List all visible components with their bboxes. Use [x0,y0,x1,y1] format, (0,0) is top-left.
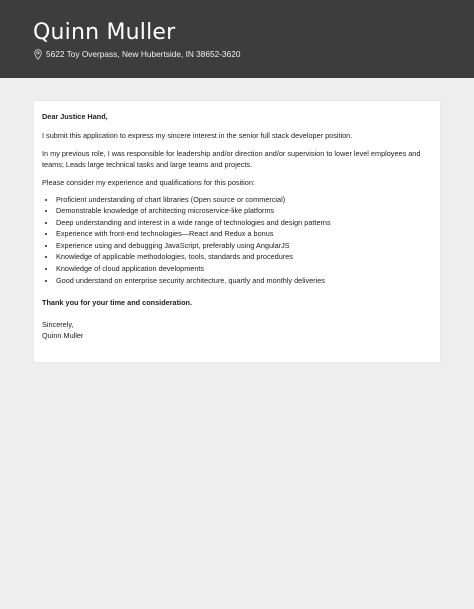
letter-paragraph-experience: In my previous role, I was responsible for leadership and/or direction and/or supervision to lower level employees and teams; Leads large technical tasks and large teams and projects. [42,149,421,169]
letter-greeting: Dear Justice Hand, [42,112,108,121]
qualifications-list [42,194,432,287]
letter-card [34,101,440,362]
list-item: • Demonstrable knowledge of architecting microservice-like platforms [56,205,432,217]
letter-signoff: Sincerely, [42,319,74,329]
list-item: • Experience using and debugging JavaScript, preferably using AngularJS [56,240,432,252]
letter-paragraph-consider: Please consider my experience and qualifications for this position: [42,178,255,187]
list-item: • Experience with front-end technologies—React and Redux a bonus [56,228,432,240]
list-item: • Knowledge of applicable methodologies, tools, standards and procedures [56,251,432,263]
letter-signature: Quinn Muller [42,331,84,341]
list-item: • Proficient understanding of chart libraries (Open source or commercial) [56,194,432,206]
list-item: • Good understand on enterprise security architecture, quartly and monthly deliveries [56,275,432,287]
list-item: • Knowledge of cloud application developments [56,263,432,275]
header-banner [0,0,474,78]
applicant-name: Quinn Muller [33,20,176,45]
list-item: • Deep understanding and interest in a wide range of technologies and design patterns [56,217,432,229]
applicant-address: 5622 Toy Overpass, New Hubertside, IN 38652-3620 [46,49,241,59]
map-pin-icon [34,49,42,60]
letter-closing: Thank you for your time and consideration. [42,298,193,308]
letter-paragraph-intro: I submit this application to express my sincere interest in the senior full stack developer position. [42,130,353,140]
address-row [34,47,240,61]
